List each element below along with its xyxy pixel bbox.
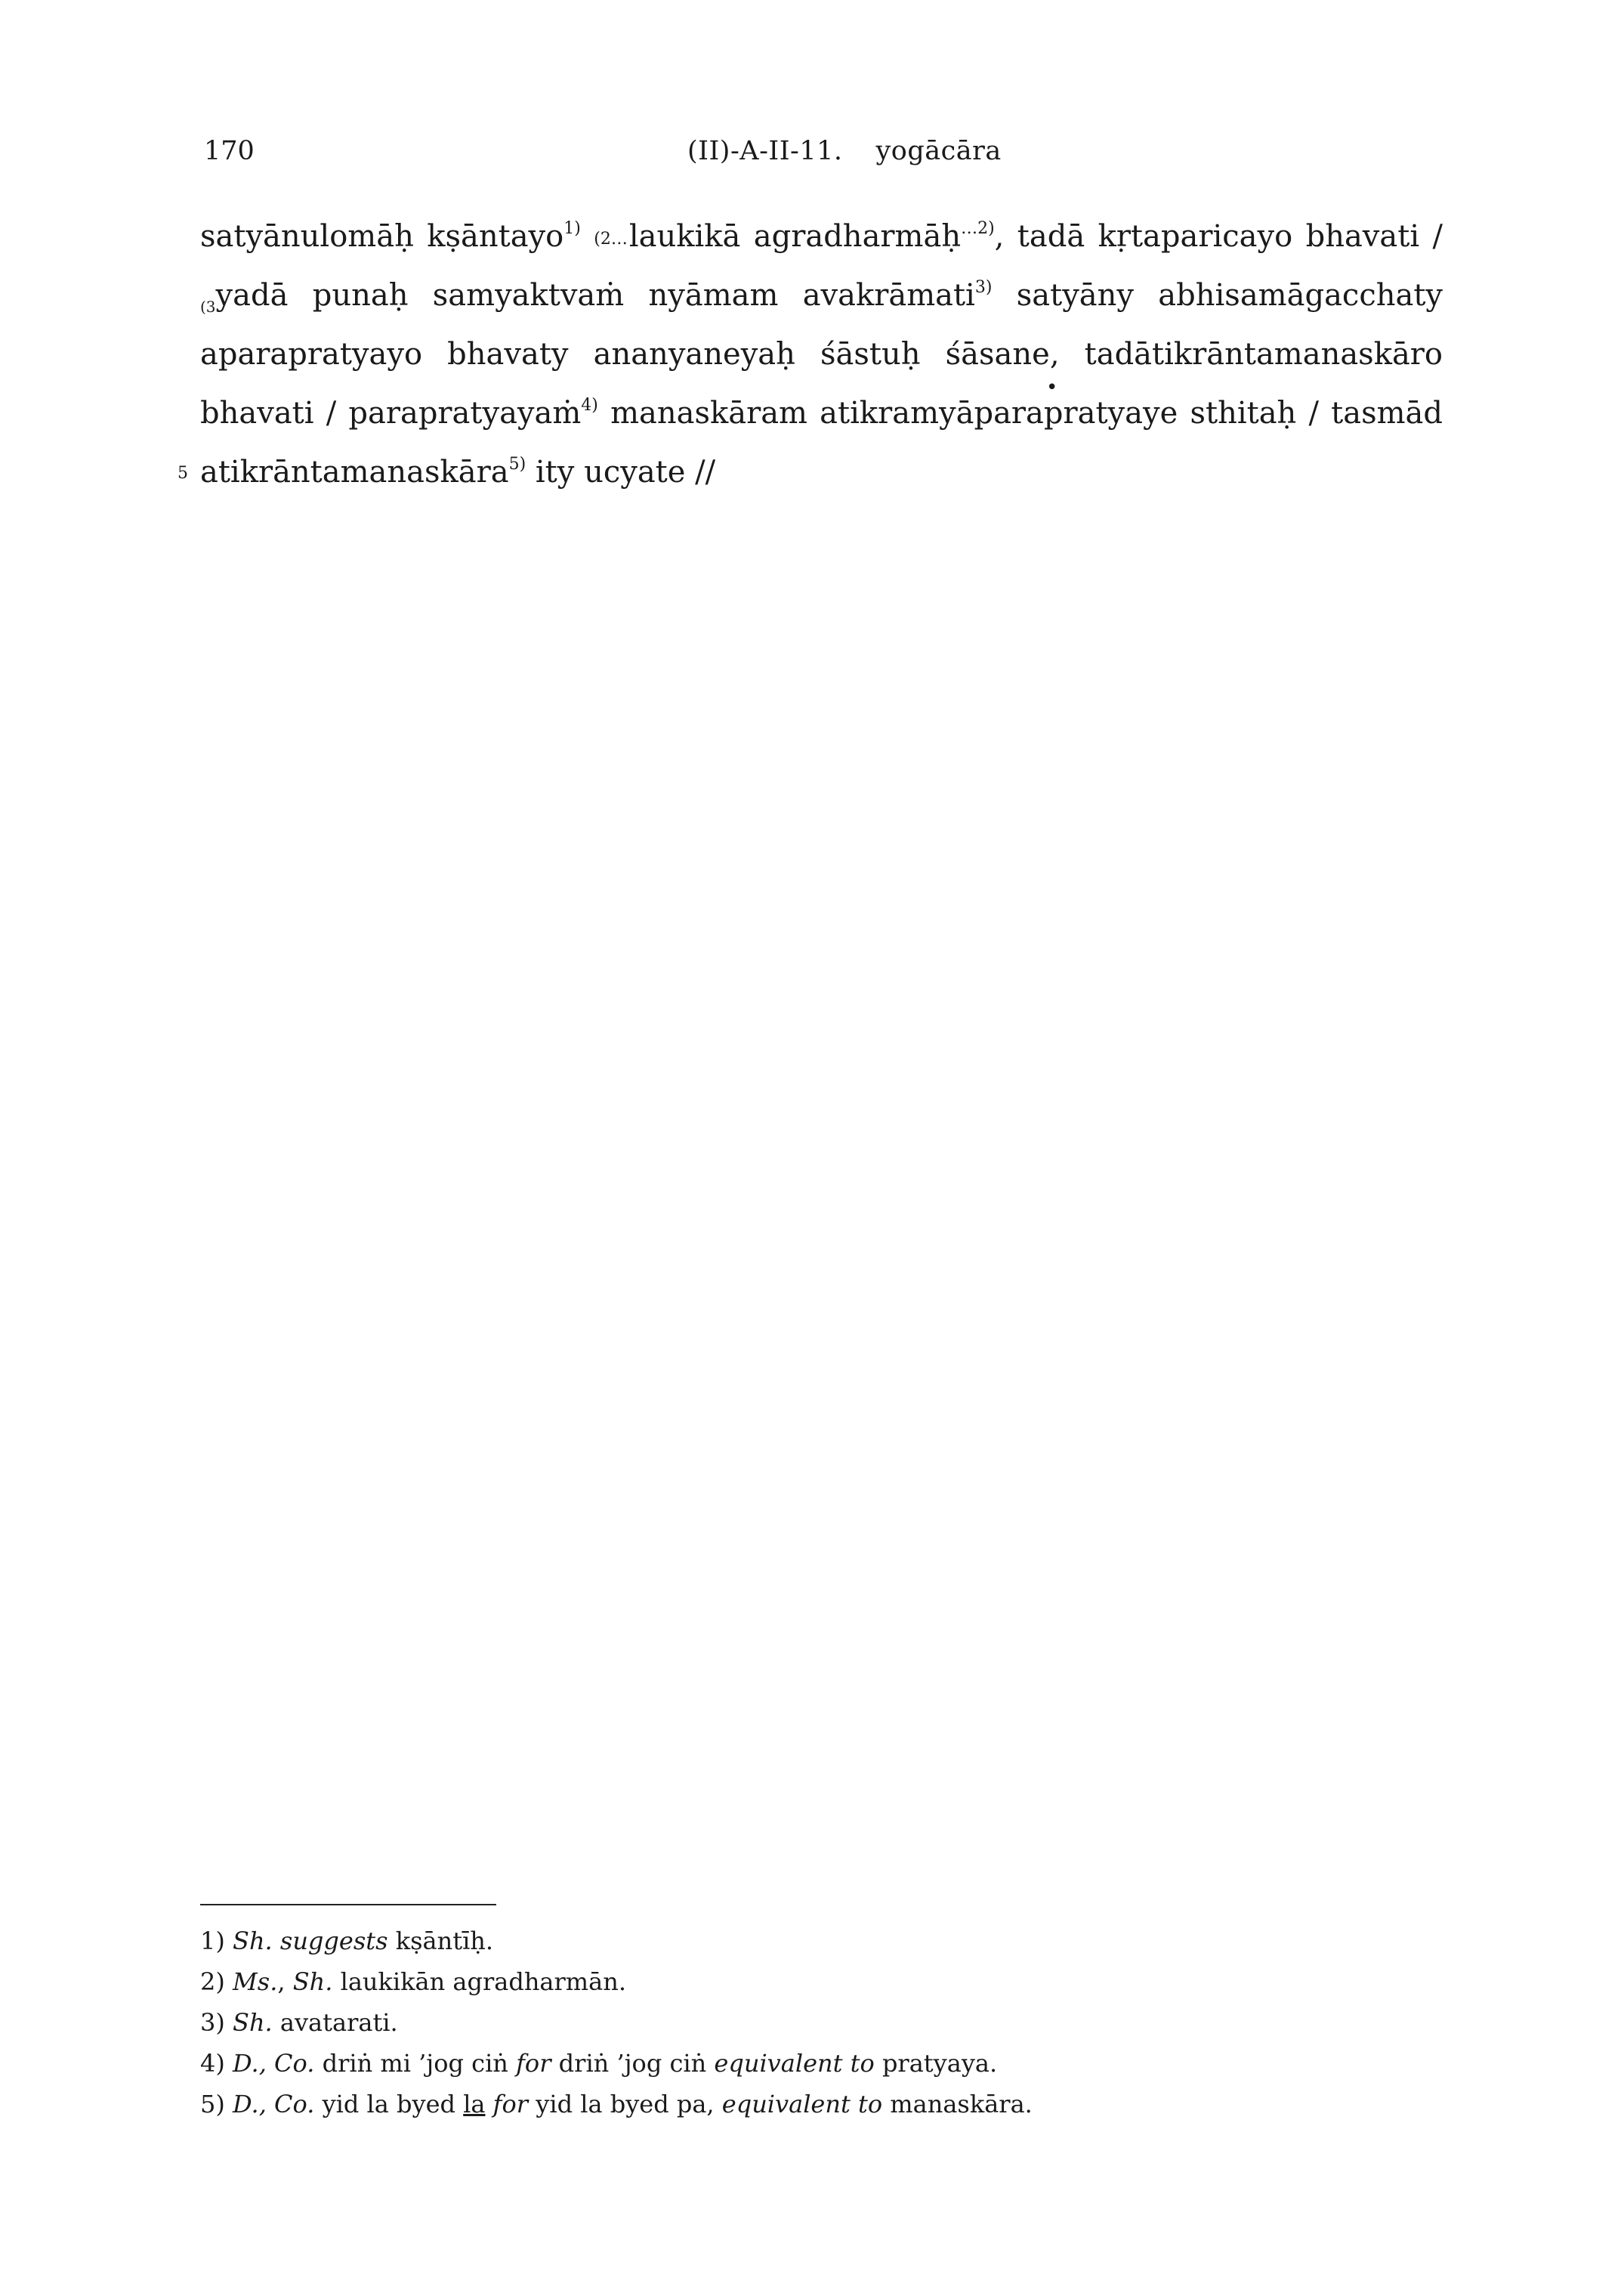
footnote-sep: , <box>277 1967 286 1996</box>
text-segment: laukikā agradharmāḥ <box>628 219 962 254</box>
running-header <box>204 136 1428 181</box>
footnote-text: kṣāntīḥ. <box>395 1927 494 1955</box>
footnote-italic: equivalent to <box>721 2090 883 2118</box>
running-title: yogācāra <box>875 136 1002 166</box>
footnote-text: manaskāra. <box>890 2090 1033 2118</box>
text-segment: satyānulomāḥ kṣāntayo <box>200 219 564 254</box>
source-abbrev: D., Co. <box>233 2049 315 2078</box>
text-segment: satyāny abhisamāgacchaty <box>992 278 1443 313</box>
text-segment: bhavati / parapratyayaṁ <box>200 396 582 431</box>
footnote-text: driṅ ’jog ciṅ <box>558 2049 707 2078</box>
footnote-text: pratyaya. <box>881 2049 998 2078</box>
footnote-text: laukikān agradharmān. <box>340 1967 626 1996</box>
footnote-number: 3) <box>200 2008 225 2037</box>
text-segment: yadā punaḥ samyaktvaṁ nyāmam avakrāmati <box>215 278 975 313</box>
footnote-number: 4) <box>200 2049 225 2078</box>
footnote-italic: for <box>516 2049 551 2078</box>
annotation-open: (2… <box>594 230 628 249</box>
source-abbrev: D., Co. <box>233 2090 315 2118</box>
footnote-1 <box>200 1925 493 1957</box>
text-line-2 <box>200 275 1443 316</box>
footnote-ref-5: 5) <box>508 455 526 474</box>
text-line-3: aparapratyayo bhavaty ananyaneyaḥ śāstuḥ śāsane, tadātikrāntamanaskāro <box>200 337 1443 372</box>
text-segment: atikrāntamanaskāra <box>200 455 509 490</box>
footnote-2 <box>200 1966 626 1998</box>
footnote-text: avatarati. <box>279 2008 398 2037</box>
text-segment: ity ucyate // <box>526 455 716 490</box>
footnote-3 <box>200 2007 398 2038</box>
margin-line-number: 5 <box>178 464 188 483</box>
text-line-5 <box>178 452 1443 493</box>
footnote-number: 2) <box>200 1967 225 1996</box>
footnote-ref-4: 4) <box>581 396 598 415</box>
footnote-divider <box>200 1904 496 1905</box>
running-head <box>687 136 1002 166</box>
section-number: (II)-A-II-11. <box>687 136 843 166</box>
footnote-5 <box>200 2088 1033 2120</box>
text-line-1 <box>200 216 1443 257</box>
footnote-italic: for <box>492 2090 529 2118</box>
source-abbrev: Sh. <box>233 2008 273 2037</box>
footnote-italic: suggests <box>279 1927 388 1955</box>
footnote-text: driṅ mi ’jog ciṅ <box>322 2049 508 2078</box>
annotation-close: …2) <box>961 219 995 238</box>
footnote-text: yid la byed pa, <box>536 2090 715 2118</box>
footnote-italic: equivalent to <box>714 2049 875 2078</box>
source-abbrev: Sh. <box>233 1927 273 1955</box>
passage-marker: (3 <box>200 298 216 316</box>
footnote-text: yid la byed <box>322 2090 456 2118</box>
source-abbrev: Ms. <box>233 1967 278 1996</box>
footnote-number: 1) <box>200 1927 225 1955</box>
text-line-4 <box>200 393 1443 434</box>
footnote-ref-1: 1) <box>563 219 581 238</box>
page-number: 170 <box>204 136 255 166</box>
text-segment: manaskāram atikramyāparapratyaye sthitaḥ / tasmād <box>597 396 1443 431</box>
footnote-ref-3: 3) <box>974 278 993 297</box>
source-abbrev: Sh. <box>292 1967 333 1996</box>
text-segment: , tadā kṛtaparicayo bhavati / <box>994 219 1443 254</box>
editorial-dot-mark: • <box>1046 376 1058 399</box>
footnote-4 <box>200 2047 997 2079</box>
underlined-text: la <box>463 2090 486 2118</box>
footnote-number: 5) <box>200 2090 225 2118</box>
